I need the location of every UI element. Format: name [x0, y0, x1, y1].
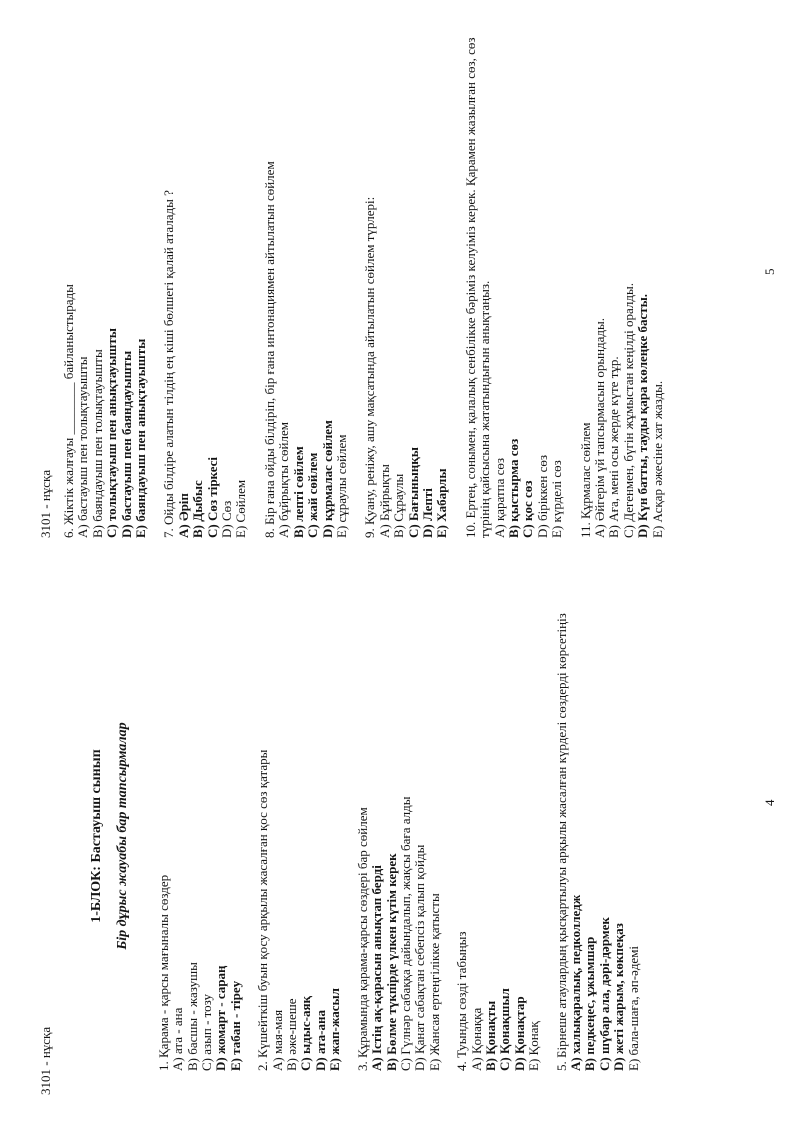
answer-option: B) Қонақты [482, 1000, 498, 1071]
answer-option: C) Сөз тіркесі [204, 456, 220, 538]
answer-option: E) Асқар әжесіне хат жазды. [649, 380, 665, 538]
right-page-column [62, 18, 665, 538]
answer-option: E) Сөйлем [233, 479, 249, 538]
answer-option: D) жеті жарым, көкпеқаз [611, 923, 627, 1071]
answer-option: B) басшы - жазушы [184, 962, 200, 1071]
right-page-number: 5 [762, 268, 777, 275]
answer-option: A) қаратпа сөз [491, 457, 507, 538]
answer-option: A) бұйрықты сөйлем [276, 422, 292, 538]
question-text: 9. Қуану, реніжу, ашу мақсатында айтылатын сөйлем түрлері: [362, 196, 378, 538]
question-text: 1. Қарама - қарсы мағыналы сөздер [155, 874, 171, 1071]
block-title: 1-БЛОК: Бастауыш сынып [89, 749, 104, 923]
question-text: 5. Бірнеше атаулардың қысқартылуы арқылы жасалған күрделі сөздерді көрсетіңіз [553, 613, 569, 1071]
answer-option: B) қыстырма сөз [505, 438, 521, 538]
question-text: 7. Ойды білдіре алатын тілдің ең кіші бөлшегі қалай аталады ? [161, 190, 177, 538]
question-text: 10. Ертең, сонымен, қалалық сенбілікке бәріміз келуіміз керек. Қарамен жазылған сөз, сөз түрінің қайсысына жататындығын анықтаңыз. [462, 37, 493, 538]
answer-option: C) қос сөз [520, 480, 536, 538]
answer-option: D) құрмалас сөйлем [319, 420, 335, 538]
answer-option: C) Гүлнәр сабаққа дайындалып, жақсы баға алды [397, 796, 413, 1071]
question-text: 2. Күшейткіш буын қосу арқылы жасалған қос сөз қатары [255, 749, 271, 1071]
answer-option: C) шүбар ала, дәрі-дәрмек [596, 917, 612, 1071]
block-subtitle: Бір дұрыс жауабы бар тапсырмалар [115, 722, 131, 950]
answer-option: E) табан - тірeу [227, 980, 243, 1071]
answer-option: D) жомарт - сараң [213, 965, 229, 1071]
right-page-header: 3101 - нұсқа [38, 469, 53, 538]
answer-option: E) Жансая ертеңгілікке қатысты [426, 893, 442, 1071]
answer-option: A) Әйгерім үй тапсырмасын орындады. [592, 317, 607, 538]
answer-option: C) азып - тозу [199, 993, 215, 1071]
question-item [555, 601, 641, 1071]
question-item [157, 601, 243, 1071]
answer-option: D) Қонақтар [511, 996, 527, 1071]
question-text: 4. Туынды сөзді табыңыз [454, 931, 470, 1071]
answer-option: A) Әріп [175, 493, 191, 538]
answer-option: D) біріккен сөз [534, 455, 550, 538]
question-item [455, 601, 541, 1071]
question-item [356, 601, 442, 1071]
answer-option: A) ата - ана [170, 1007, 186, 1071]
answer-option: D) Лепті [419, 488, 435, 538]
answer-option: D) бастауыш пен баяндауышты [118, 350, 134, 538]
answer-option: E) баяндауыш пен анықтауышты [133, 338, 149, 538]
question-item [162, 18, 248, 538]
answer-option: E) Қонақ [526, 1021, 542, 1071]
question-item [256, 601, 342, 1071]
question-text: 3. Құрамында қарама-қарсы сөздері бар сөйлем [354, 807, 370, 1071]
answer-option: B) баяндауыш пен толықтауышты [89, 349, 105, 538]
question-item [263, 18, 349, 538]
right-question-list [62, 18, 665, 538]
answer-option: A) бастауыш пен толықтауышты [75, 356, 91, 538]
question-item [579, 18, 665, 538]
question-item [464, 18, 565, 538]
answer-option: C) Бағыныңқы [405, 447, 421, 538]
left-page-column [90, 601, 641, 1071]
answer-option: B) педкеңес, ұжымшар [582, 936, 598, 1071]
answer-option: A) Қонаққа [468, 1007, 484, 1071]
left-page-header: 3101 - нұсқа [38, 1026, 53, 1095]
answer-option: B) Дыбыс [190, 480, 206, 538]
question-text: 8. Бір ғана ойды білдіріп, бір ғана интонациямен айтылатын сөйлем [261, 161, 277, 538]
answer-option: E) бала-шаға, әп-әдемі [625, 945, 641, 1071]
question-text: 11. Құрмалас сөйлем [577, 422, 593, 538]
answer-option: E) Хабарлы [434, 468, 450, 538]
answer-option: D) Сөз [219, 500, 235, 538]
answer-option: D) ата-ана [312, 1010, 328, 1071]
question-item [363, 18, 449, 538]
answer-option: E) күрделі сөз [549, 460, 565, 538]
answer-option: A) мая-мая [269, 1009, 285, 1071]
answer-option: B) Аға, мені осы жерде күте тұр. [606, 356, 622, 538]
answer-option: C) Қонақшыл [497, 988, 513, 1071]
answer-option: A) Бұйрықты [376, 464, 392, 538]
answer-option: C) ыдыс-аяқ [298, 996, 314, 1071]
left-page-number: 4 [762, 799, 777, 806]
answer-option: B) лепті сөйлем [290, 446, 306, 538]
answer-option: E) жап-жасыл [327, 988, 343, 1071]
answer-option: C) жай сөйлем [305, 452, 321, 538]
answer-option: B) Бөлме түкпірде үлкен күтім керек [383, 853, 399, 1071]
answer-option: C) толықтауыш пен анықтауышты [104, 328, 120, 538]
answer-option: C) Дегенмен, бүгін жұмыстан кеңілді оралды. [620, 283, 636, 538]
answer-option: D) Қанат сабақтан себепсіз қалып қойды [412, 844, 428, 1071]
answer-option: D) Күн батты, тауды қара көлеңке басты. [635, 293, 651, 538]
answer-option: B) әже-шеше [284, 998, 300, 1071]
answer-option: A) Істің ақ-қарасын анықтап берді [369, 865, 385, 1071]
left-question-list [157, 601, 641, 1071]
answer-option: B) Сұраулы [391, 473, 407, 538]
answer-option: A) халықаралық, педколледж [567, 894, 583, 1071]
question-text: 6. Жіктік жалғауы ________ байланыстырады [61, 284, 76, 538]
question-item [62, 18, 148, 538]
answer-option: E) сұраулы сөйлем [333, 434, 349, 538]
